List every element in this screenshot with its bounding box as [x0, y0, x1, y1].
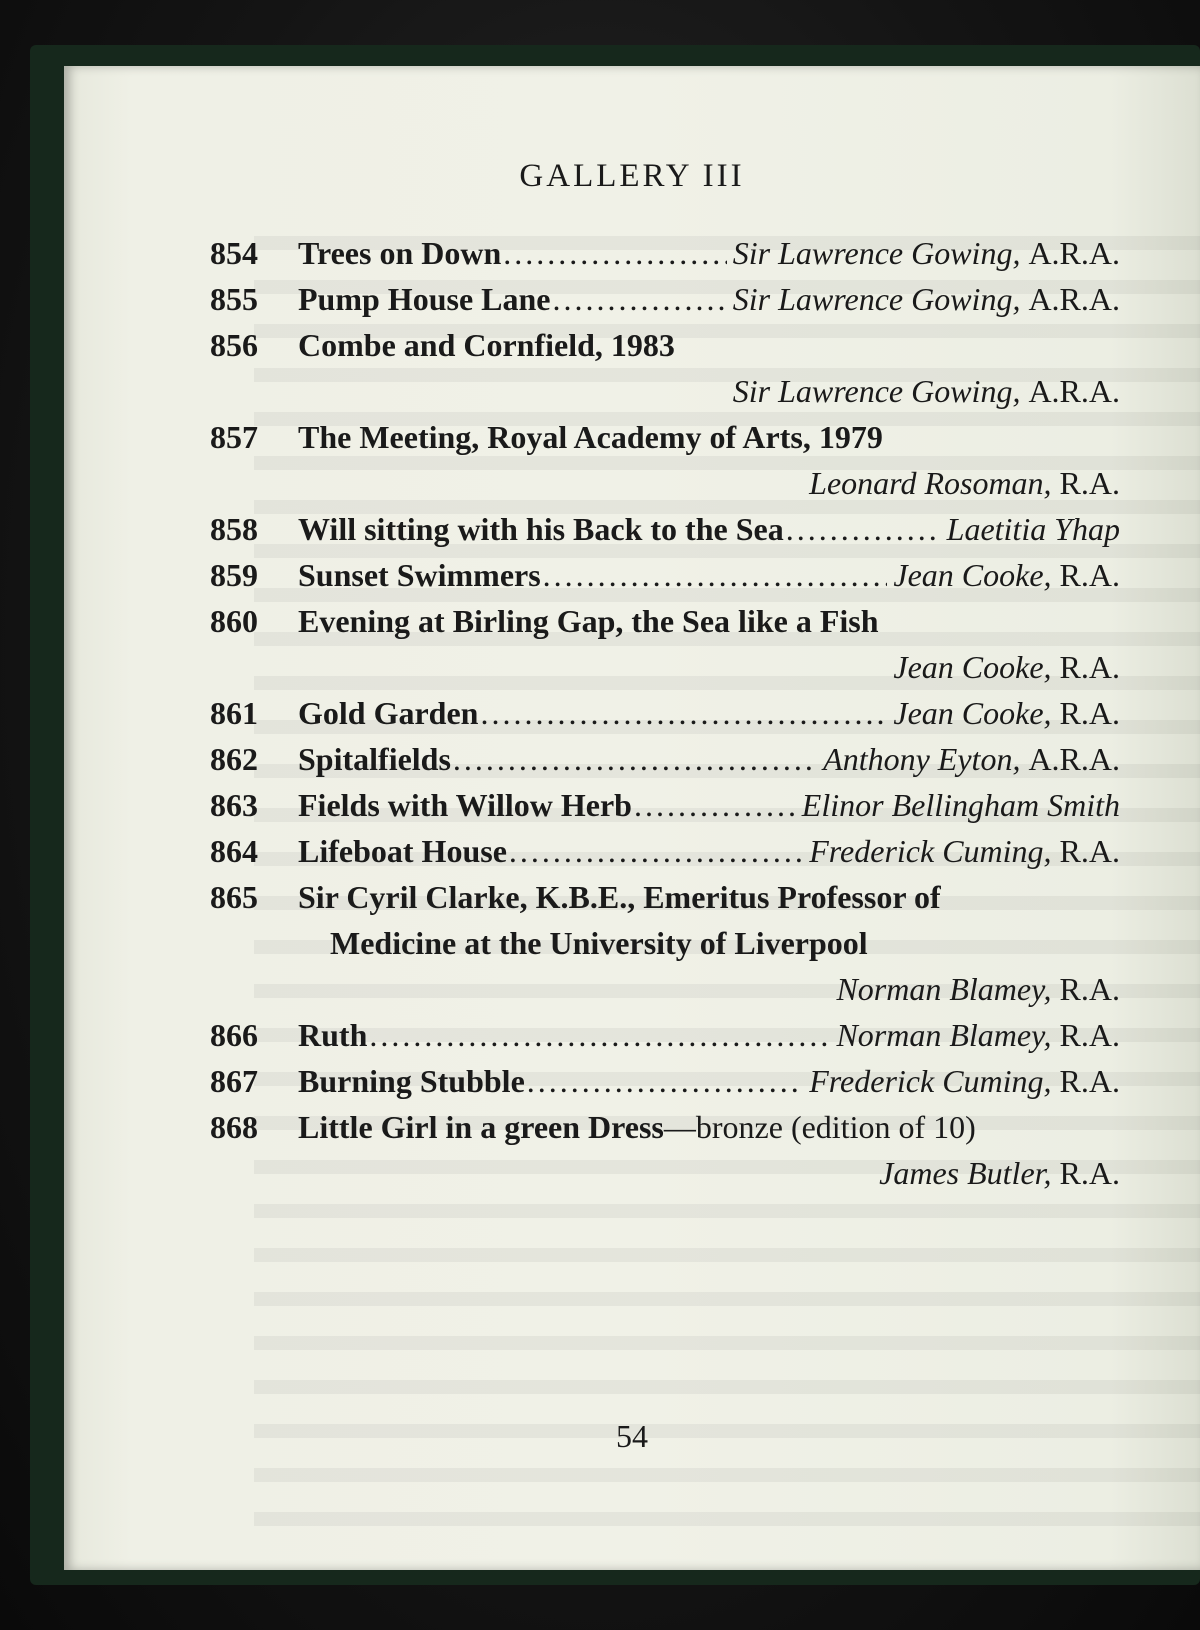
entry-number: 859: [210, 557, 258, 593]
entry-title: Combe and Cornfield, 1983: [298, 327, 675, 363]
list-item: [210, 1058, 1120, 1104]
entry-artist: Jean Cooke,: [893, 649, 1052, 685]
entry-number: 867: [210, 1063, 258, 1099]
entry-title: Fields with Willow Herb: [298, 787, 632, 823]
entry-number: 865: [210, 879, 258, 915]
entry-number: 855: [210, 281, 258, 317]
list-item: [210, 874, 1120, 920]
entry-title: Evening at Birling Gap, the Sea like a Fish: [298, 603, 879, 639]
leader-dots: [786, 506, 941, 552]
list-item: [210, 506, 1120, 552]
leader-dots: [480, 690, 887, 736]
list-item: [210, 598, 1120, 644]
entry-number: 857: [210, 419, 258, 455]
entry-title: Spitalfields: [298, 741, 451, 777]
list-item: [210, 276, 1120, 322]
entry-number: 860: [210, 603, 258, 639]
entry-suffix: R.A.: [1059, 971, 1120, 1007]
entry-suffix: A.R.A.: [1028, 741, 1120, 777]
entry-suffix: R.A.: [1059, 1017, 1120, 1053]
list-item-continuation: [210, 644, 1120, 690]
entry-number: 868: [210, 1109, 258, 1145]
entry-artist: Norman Blamey,: [836, 971, 1052, 1007]
entry-suffix: R.A.: [1059, 649, 1120, 685]
entry-number: 863: [210, 787, 258, 823]
entry-suffix: A.R.A.: [1028, 281, 1120, 317]
entry-artist: Frederick Cuming,: [809, 833, 1052, 869]
entry-title: Little Girl in a green Dress: [298, 1109, 664, 1145]
list-item-continuation: [210, 966, 1120, 1012]
entry-artist: Laetitia Yhap: [946, 511, 1120, 547]
leader-dots: [509, 828, 803, 874]
list-item: [210, 690, 1120, 736]
list-item-continuation: [210, 368, 1120, 414]
entry-number: 862: [210, 741, 258, 777]
list-item: [210, 322, 1120, 368]
list-item: [210, 782, 1120, 828]
list-item: [210, 414, 1120, 460]
entry-artist: Sir Lawrence Gowing,: [732, 235, 1021, 271]
list-item: [210, 552, 1120, 598]
leader-dots: [503, 230, 726, 276]
entry-suffix: A.R.A.: [1028, 373, 1120, 409]
entry-suffix: A.R.A.: [1028, 235, 1120, 271]
leader-dots: [552, 276, 726, 322]
entry-title-line2: Medicine at the University of Liverpool: [330, 925, 868, 961]
entry-number: 866: [210, 1017, 258, 1053]
leader-dots: [634, 782, 796, 828]
entry-number: 858: [210, 511, 258, 547]
entry-medium: —bronze (edition of 10): [663, 1109, 976, 1145]
entry-suffix: R.A.: [1059, 1063, 1120, 1099]
entry-title: Trees on Down: [298, 235, 502, 271]
list-item: [210, 230, 1120, 276]
book-page: [64, 66, 1200, 1570]
catalogue-list: [210, 230, 1120, 1196]
gallery-heading: GALLERY III: [519, 158, 745, 194]
entry-artist: James Butler,: [879, 1155, 1052, 1191]
entry-artist: Jean Cooke,: [893, 695, 1052, 731]
entry-artist: Sir Lawrence Gowing,: [732, 373, 1021, 409]
entry-title: Sunset Swimmers: [298, 557, 541, 593]
page-number: 54: [616, 1418, 648, 1454]
entry-artist: Jean Cooke,: [893, 557, 1052, 593]
entry-title: Pump House Lane: [298, 281, 551, 317]
list-item-continuation: [210, 460, 1120, 506]
entry-title: Gold Garden: [298, 695, 479, 731]
entry-artist: Elinor Bellingham Smith: [801, 787, 1120, 823]
list-item-continuation: [210, 1150, 1120, 1196]
entry-artist: Frederick Cuming,: [809, 1063, 1052, 1099]
list-item: [210, 736, 1120, 782]
leader-dots: [543, 552, 888, 598]
entry-artist: Norman Blamey,: [836, 1017, 1052, 1053]
entry-title: Will sitting with his Back to the Sea: [298, 511, 784, 547]
entry-artist: Anthony Eyton,: [823, 741, 1021, 777]
entry-artist: Leonard Rosoman,: [809, 465, 1052, 501]
entry-title: Lifeboat House: [298, 833, 507, 869]
entry-number: 861: [210, 695, 258, 731]
entry-number: 854: [210, 235, 258, 271]
entry-number: 864: [210, 833, 258, 869]
entry-suffix: R.A.: [1059, 465, 1120, 501]
entry-title: The Meeting, Royal Academy of Arts, 1979: [298, 419, 883, 455]
list-item: [210, 1104, 1120, 1150]
list-item-continuation: [210, 920, 1120, 966]
entry-artist: Sir Lawrence Gowing,: [732, 281, 1021, 317]
page-content: [64, 66, 1200, 1570]
entry-suffix: R.A.: [1059, 695, 1120, 731]
leader-dots: [369, 1012, 830, 1058]
list-item: [210, 828, 1120, 874]
leader-dots: [527, 1058, 803, 1104]
list-item: [210, 1012, 1120, 1058]
entry-title: Burning Stubble: [298, 1063, 525, 1099]
entry-suffix: R.A.: [1059, 1155, 1120, 1191]
entry-number: 856: [210, 327, 258, 363]
entry-suffix: R.A.: [1059, 557, 1120, 593]
leader-dots: [453, 736, 817, 782]
entry-title: Sir Cyril Clarke, K.B.E., Emeritus Professor of: [298, 879, 941, 915]
entry-title: Ruth: [298, 1017, 368, 1053]
entry-suffix: R.A.: [1059, 833, 1120, 869]
